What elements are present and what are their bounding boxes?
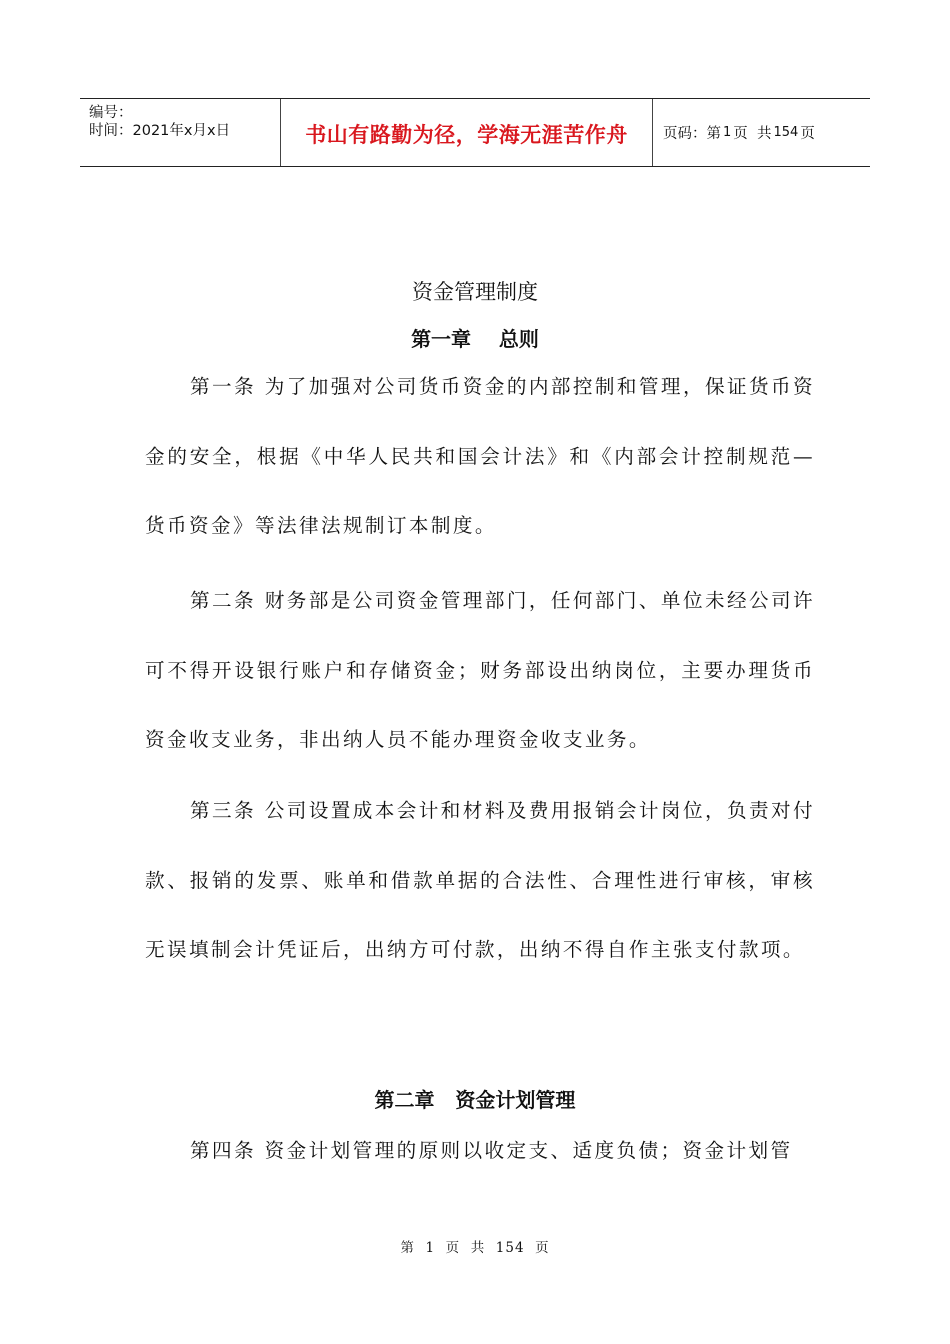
page-suffix: 页 <box>800 126 815 142</box>
page-mid: 页 共 <box>733 126 772 142</box>
header-page-number <box>653 99 870 166</box>
page-footer: 第 1 页 共 154 页 <box>400 1240 550 1256</box>
chapter-heading-1: 第一章 总则 <box>411 327 539 351</box>
doc-time: 时间：2021年x月x日 <box>89 123 231 139</box>
article-4: 第四条 资金计划管理的原则以收定支、适度负债；资金计划管 <box>190 1139 793 1162</box>
page-header <box>80 98 870 167</box>
document-title: 资金管理制度 <box>412 280 538 304</box>
article-3: 第三条 公司设置成本会计和材料及费用报销会计岗位，负责对付款、报销的发票、账单和借款单据的合法性、合理性进行审核，审核无误填制会计凭证后，出纳方可付款，出纳不得自作主张支付款项。 <box>145 799 815 961</box>
doc-code-label: 编号： <box>89 105 133 121</box>
page-current: 1 <box>723 125 732 140</box>
article-2: 第二条 财务部是公司资金管理部门，任何部门、单位未经公司许可不得开设银行账户和存储资金；财务部设出纳岗位，主要办理货币资金收支业务，非出纳人员不能办理资金收支业务。 <box>145 589 815 751</box>
chapter-heading-2: 第二章 资金计划管理 <box>374 1088 576 1112</box>
header-motto: 书山有路勤为径，学海无涯苦作舟 <box>281 99 653 166</box>
page-total: 154 <box>773 125 799 140</box>
header-info <box>80 99 281 166</box>
page-prefix: 页码：第 <box>663 126 721 142</box>
article-1: 第一条 为了加强对公司货币资金的内部控制和管理，保证货币资金的安全，根据《中华人民共和国会计法》和《内部会计控制规范—货币资金》等法律法规制订本制度。 <box>145 375 815 537</box>
